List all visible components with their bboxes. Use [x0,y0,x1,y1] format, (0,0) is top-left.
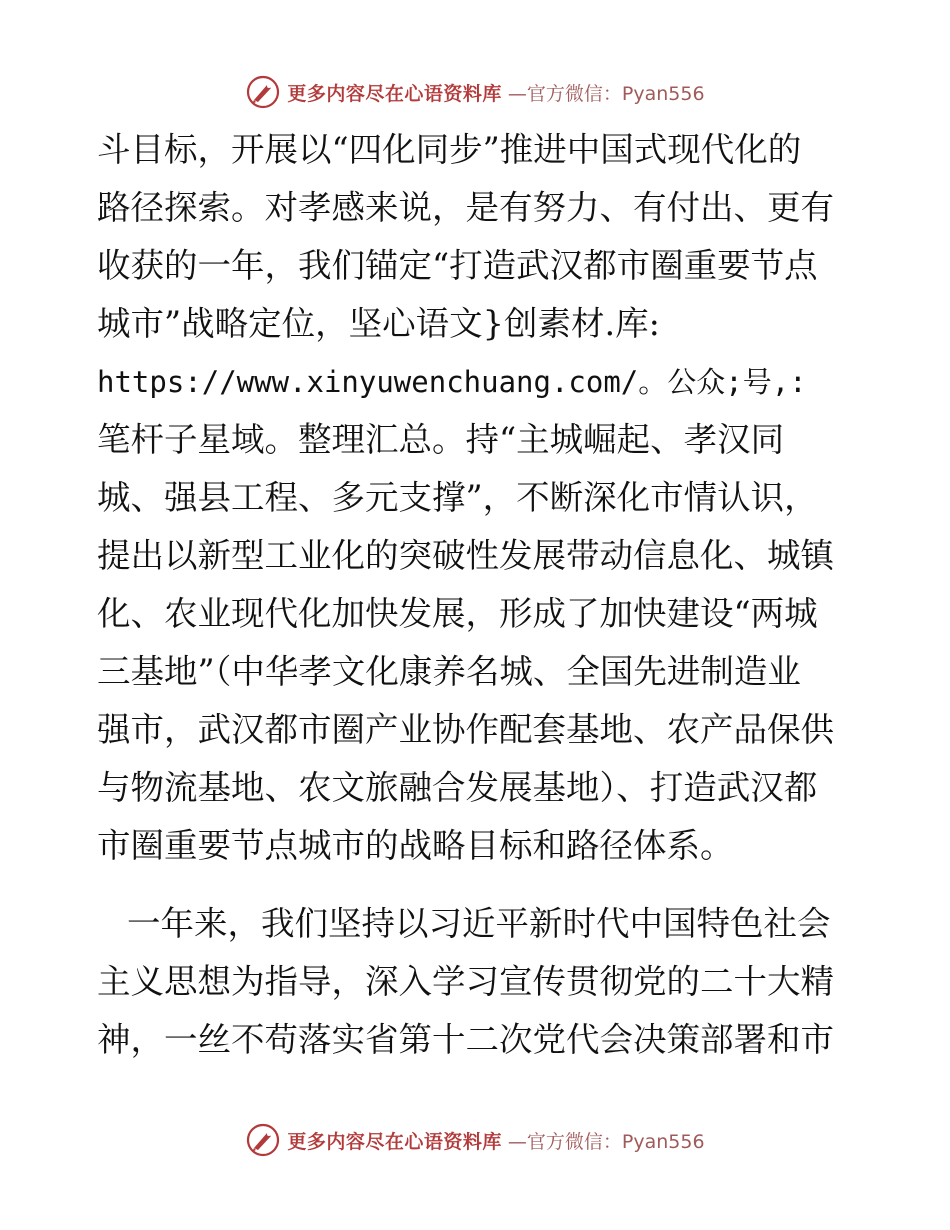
header-banner-contact: —官方微信：Pyan556 [507,82,705,105]
text-line: 与物流基地、农文旅融合发展基地）、打造武汉都 [97,768,818,807]
footer-banner-content [245,1122,704,1158]
header-banner-title: 更多内容尽在心语资料库 [287,82,502,105]
paragraph-gap [97,875,857,895]
text-line: 斗目标，开展以“四化同步”推进中国式现代化的 [97,130,802,169]
footer-banner-contact: —官方微信：Pyan556 [507,1130,705,1153]
text-line: 主义思想为指导，深入学习宣传贯彻党的二十大精 [97,962,834,1001]
footer-banner [0,1120,950,1160]
text-line: 提出以新型工业化的突破性发展带动信息化、城镇 [97,536,834,575]
text-line: 强市，武汉都市圈产业协作配套基地、农产品保供 [97,710,834,749]
text-line: 城、强县工程、多元支撑”，不断深化市情认识， [97,478,818,517]
text-line: 化、农业现代化加快发展，形成了加快建设“两城 [97,594,818,633]
text-line: 神，一丝不苟落实省第十二次党代会决策部署和市 [97,1020,834,1059]
text-line: 三基地”（中华孝文化康养名城、全国先进制造业 [97,652,801,691]
footer-banner-title: 更多内容尽在心语资料库 [287,1130,502,1153]
text-line: 城市”战略定位，坚心语文}创素材.库: [97,304,660,343]
text-line: 市圈重要节点城市的战略目标和路径体系。 [97,826,734,865]
text-line: 路径探索。对孝感来说，是有努力、有付出、更有 [97,188,834,227]
text-line: 收获的一年，我们锚定“打造武汉都市圈重要节点 [97,246,818,285]
header-banner-content [245,74,704,110]
paragraph [97,121,857,875]
pen-logo-icon [245,1122,281,1158]
paragraph [97,895,857,1069]
document-body [97,121,857,1069]
text-line: 笔杆子星域。整理汇总。持“主城崛起、孝汉同 [97,420,785,459]
text-line-url: https://www.xinyuwenchuang.com/。公众;号,: [97,365,807,399]
text-line: 一年来，我们坚持以习近平新时代中国特色社会 [127,904,831,943]
header-banner [0,72,950,112]
pen-logo-icon [245,74,281,110]
